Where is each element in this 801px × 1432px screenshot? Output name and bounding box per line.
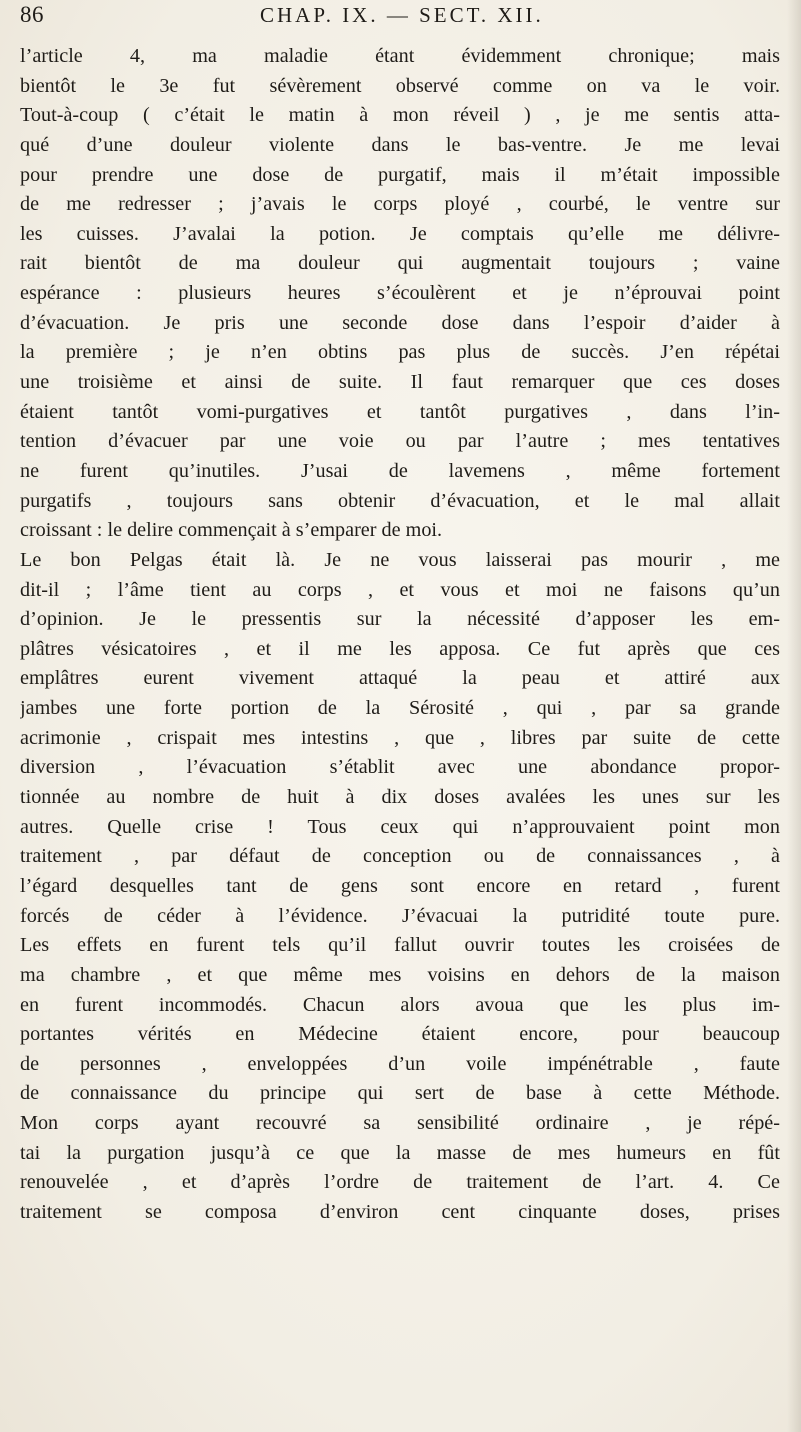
text-line: ne furent qu’inutiles. J’usai de lavemens , même fortement: [20, 459, 780, 482]
page-header: [20, 2, 781, 36]
text-line: les cuisses. J’avalai la potion. Je comptais qu’elle me délivre-: [20, 222, 780, 245]
text-line: pour prendre une dose de purgatif, mais il m’était impossible: [20, 163, 780, 186]
text-line: autres. Quelle crise ! Tous ceux qui n’approuvaient point mon: [20, 815, 780, 838]
text-line: la première ; je n’en obtins pas plus de succès. J’en répétai: [20, 341, 780, 364]
text-line: l’article 4, ma maladie étant évidemment chronique; mais: [20, 45, 780, 67]
text-line: Le bon Pelgas était là. Je ne vous laisserai pas mourir , me: [20, 548, 780, 571]
text-line: rait bientôt de ma douleur qui augmentait toujours ; vaine: [20, 252, 780, 275]
text-line: l’égard desquelles tant de gens sont encore en retard , furent: [20, 874, 780, 897]
text-line: plâtres vésicatoires , et il me les apposa. Ce fut après que ces: [20, 637, 780, 660]
text-line: qué d’une douleur violente dans le bas-ventre. Je me levai: [20, 133, 780, 156]
text-line: tai la purgation jusqu’à ce que la masse de mes humeurs en fût: [20, 1141, 780, 1164]
text-line: d’évacuation. Je pris une seconde dose dans l’espoir d’aider à: [20, 311, 780, 334]
page-number: 86: [20, 2, 44, 27]
text-line: une troisième et ainsi de suite. Il faut remarquer que ces doses: [20, 371, 780, 394]
text-line: renouvelée , et d’après l’ordre de traitement de l’art. 4. Ce: [20, 1171, 780, 1194]
text-line: jambes une forte portion de la Sérosité , qui , par sa grande: [20, 697, 780, 720]
text-line: Les effets en furent tels qu’il fallut ouvrir toutes les croisées de: [20, 934, 780, 957]
page-edge-shadow: [787, 0, 801, 1432]
text-line: tionnée au nombre de huit à dix doses avalées les unes sur les: [20, 786, 780, 809]
text-line: traitement , par défaut de conception ou de connaissances , à: [20, 845, 780, 868]
running-head: CHAP. IX. — SECT. XII.: [260, 3, 544, 27]
text-line: de connaissance du principe qui sert de base à cette Méthode.: [20, 1082, 780, 1105]
text-line: purgatifs , toujours sans obtenir d’évacuation, et le mal allait: [20, 489, 780, 512]
text-line: espérance : plusieurs heures s’écoulèrent et je n’éprouvai point: [20, 282, 780, 305]
text-line: bientôt le 3e fut sévèrement observé comme on va le voir.: [20, 74, 780, 97]
text-line: d’opinion. Je le pressentis sur la nécessité d’apposer les em-: [20, 608, 780, 631]
text-line-paragraph-end: croissant : le delire commençait à s’emparer de moi.: [20, 519, 443, 542]
text-line: Tout-à-coup ( c’était le matin à mon réveil ) , je me sentis atta-: [20, 104, 780, 127]
text-line: de personnes , enveloppées d’un voile impénétrable , faute: [20, 1052, 780, 1075]
text-line: dit-il ; l’âme tient au corps , et vous et moi ne faisons qu’un: [20, 578, 780, 601]
text-line: diversion , l’évacuation s’établit avec une abondance propor-: [20, 756, 780, 779]
text-line: en furent incommodés. Chacun alors avoua que les plus im-: [20, 993, 780, 1016]
text-line: portantes vérités en Médecine étaient encore, pour beaucoup: [20, 1023, 780, 1046]
text-line: traitement se composa d’environ cent cinquante doses, prises: [20, 1200, 780, 1223]
text-line: Mon corps ayant recouvré sa sensibilité ordinaire , je répé-: [20, 1112, 780, 1135]
text-line: emplâtres eurent vivement attaqué la peau et attiré aux: [20, 667, 780, 690]
text-line: tention d’évacuer par une voie ou par l’autre ; mes tentatives: [20, 430, 780, 453]
text-line: étaient tantôt vomi-purgatives et tantôt purgatives , dans l’in-: [20, 400, 780, 423]
body-text: [20, 42, 780, 1228]
text-line: forcés de céder à l’évidence. J’évacuai la putridité toute pure.: [20, 904, 780, 927]
text-line: acrimonie , crispait mes intestins , que , libres par suite de cette: [20, 726, 780, 749]
text-line: ma chambre , et que même mes voisins en dehors de la maison: [20, 963, 780, 986]
text-line: de me redresser ; j’avais le corps ployé , courbé, le ventre sur: [20, 193, 780, 216]
